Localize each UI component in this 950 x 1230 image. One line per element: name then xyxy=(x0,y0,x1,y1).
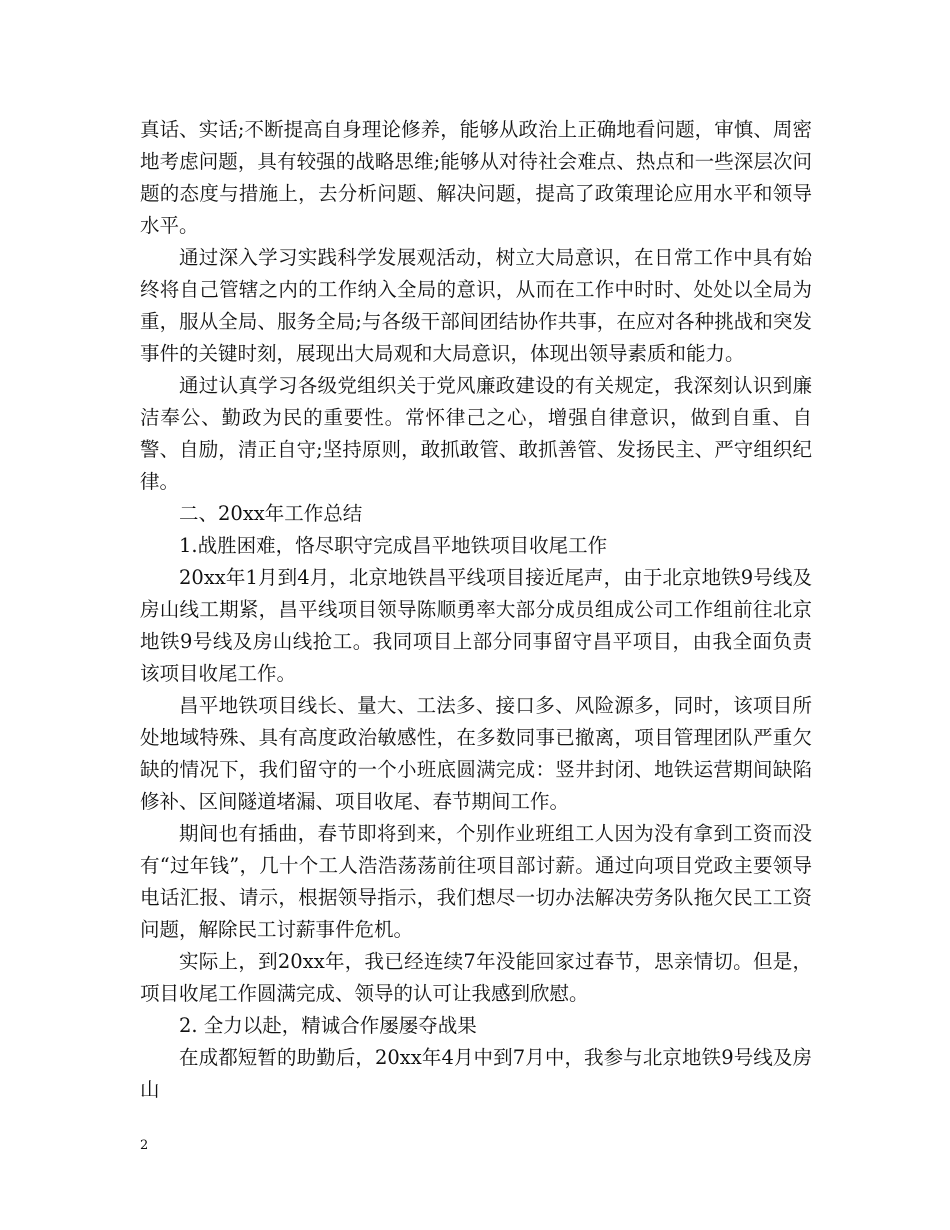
paragraph-overall-view: 通过深入学习实践科学发展观活动，树立大局意识，在日常工作中具有始终将自己管辖之内的工作纳入全局的意识，从而在工作中时时、处处以全局为重，服从全局、服务全局;与各级干部间团结协作共事，在应对各种挑战和突发事件的关键时刻，展现出大局观和大局意识，体现出领导素质和能力。 xyxy=(140,246,812,365)
section-heading-work-summary: 二、20xx年工作总结 xyxy=(179,502,363,525)
document-body xyxy=(140,114,812,1106)
paragraph-changping-closeout: 20xx年1月到4月，北京地铁昌平线项目接近尾声，由于北京地铁9号线及房山线工期紧，昌平线项目领导陈顺勇率大部分成员组成公司工作组前往北京地铁9号线及房山线抢工。我同项目上部分同事留守昌平项目，由我全面负责该项目收尾工作。 xyxy=(140,566,812,685)
paragraph-continuation: 真话、实话;不断提高自身理论修养，能够从政治上正确地看问题，审慎、周密地考虑问题，具有较强的战略思维;能够从对待社会难点、热点和一些深层次问题的态度与措施上，去分析问题、解决问题，提高了政策理论应用水平和领导水平。 xyxy=(140,118,812,237)
paragraph-integrity: 通过认真学习各级党组织关于党风廉政建设的有关规定，我深刻认识到廉洁奉公、勤政为民的重要性。常怀律己之心，增强自律意识，做到自重、自警、自励，清正自守;坚持原则，敢抓敢管、敢抓善管、发扬民主、严守组织纪律。 xyxy=(140,374,812,493)
subheading-cooperation: 2. 全力以赴，精诚合作屡屡夺战果 xyxy=(179,1014,477,1037)
paragraph-changping-challenges: 昌平地铁项目线长、量大、工法多、接口多、风险源多，同时，该项目所处地域特殊、具有高度政治敏感性，在多数同事已撤离，项目管理团队严重欠缺的情况下，我们留守的一个小班底圆满完成：竖井封闭、地铁运营期间缺陷修补、区间隧道堵漏、项目收尾、春节期间工作。 xyxy=(140,694,812,813)
page-number: 2 xyxy=(140,1138,149,1153)
paragraph-spring-festival: 实际上，到20xx年，我已经连续7年没能回家过春节，思亲情切。但是，项目收尾工作圆满完成、领导的认可让我感到欣慰。 xyxy=(140,950,812,1005)
paragraph-wage-episode: 期间也有插曲，春节即将到来，个别作业班组工人因为没有拿到工资而没有“过年钱”，几十个工人浩浩荡荡前往项目部讨薪。通过向项目党政主要领导电话汇报、请示，根据领导指示，我们想尽一切办法解决劳务队拖欠民工工资问题，解除民工讨薪事件危机。 xyxy=(140,822,812,941)
subheading-changping-project: 1.战胜困难，恪尽职守完成昌平地铁项目收尾工作 xyxy=(179,534,608,557)
paragraph-line9-start: 在成都短暂的助勤后，20xx年4月中到7月中，我参与北京地铁9号线及房山 xyxy=(140,1046,812,1101)
